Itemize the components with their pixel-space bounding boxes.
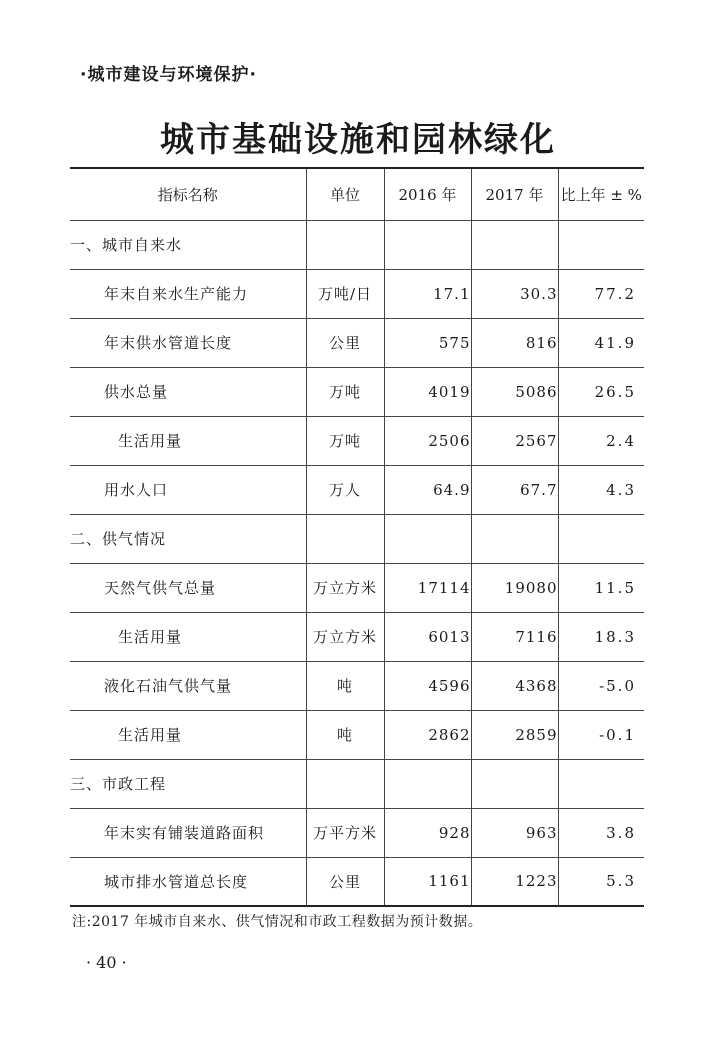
cell-value-2016: 6013 <box>384 612 471 661</box>
header-year-2017: 2017 年 <box>471 168 558 220</box>
header-unit: 单位 <box>306 168 384 220</box>
cell-unit: 公里 <box>306 857 384 906</box>
cell-change-percent: 3.8 <box>558 808 644 857</box>
cell-change-percent: -0.1 <box>558 710 644 759</box>
footnote: 注:2017 年城市自来水、供气情况和市政工程数据为预计数据。 <box>72 914 483 930</box>
cell-change-percent <box>558 220 644 269</box>
cell-value-2017: 5086 <box>471 367 558 416</box>
cell-indicator-name: 天然气供气总量 <box>70 563 306 612</box>
cell-unit: 吨 <box>306 661 384 710</box>
table-row <box>70 220 644 269</box>
page-title: 城市基础设施和园林绿化 <box>160 120 556 160</box>
cell-unit <box>306 759 384 808</box>
cell-change-percent <box>558 759 644 808</box>
cell-unit: 万立方米 <box>306 563 384 612</box>
table-row <box>70 416 644 465</box>
cell-value-2017: 2859 <box>471 710 558 759</box>
cell-value-2016: 2506 <box>384 416 471 465</box>
cell-indicator-name: 三、市政工程 <box>70 759 306 808</box>
cell-value-2017: 30.3 <box>471 269 558 318</box>
cell-value-2016: 64.9 <box>384 465 471 514</box>
cell-value-2016: 1161 <box>384 857 471 906</box>
cell-value-2016: 575 <box>384 318 471 367</box>
table-row <box>70 710 644 759</box>
cell-change-percent: 4.3 <box>558 465 644 514</box>
cell-unit: 吨 <box>306 710 384 759</box>
section-header: ·城市建设与环境保护· <box>80 65 257 85</box>
table-row <box>70 465 644 514</box>
table-header-row <box>70 168 644 220</box>
cell-value-2017: 19080 <box>471 563 558 612</box>
page-number: · 40 · <box>86 953 127 972</box>
header-change-percent: 比上年 ± % <box>558 168 644 220</box>
cell-change-percent: 77.2 <box>558 269 644 318</box>
cell-unit <box>306 514 384 563</box>
cell-indicator-name: 用水人口 <box>70 465 306 514</box>
cell-unit <box>306 220 384 269</box>
cell-unit: 万吨/日 <box>306 269 384 318</box>
cell-value-2017: 4368 <box>471 661 558 710</box>
cell-unit: 万吨 <box>306 367 384 416</box>
cell-value-2016: 4596 <box>384 661 471 710</box>
cell-value-2016: 2862 <box>384 710 471 759</box>
table-row <box>70 759 644 808</box>
cell-value-2017 <box>471 759 558 808</box>
cell-value-2017: 1223 <box>471 857 558 906</box>
cell-value-2017: 7116 <box>471 612 558 661</box>
cell-change-percent: -5.0 <box>558 661 644 710</box>
cell-value-2017: 963 <box>471 808 558 857</box>
cell-unit: 万吨 <box>306 416 384 465</box>
header-year-2016: 2016 年 <box>384 168 471 220</box>
cell-indicator-name: 年末供水管道长度 <box>70 318 306 367</box>
cell-value-2017 <box>471 220 558 269</box>
cell-unit: 公里 <box>306 318 384 367</box>
table-row <box>70 563 644 612</box>
table-row <box>70 514 644 563</box>
cell-change-percent: 26.5 <box>558 367 644 416</box>
cell-unit: 万人 <box>306 465 384 514</box>
cell-unit: 万平方米 <box>306 808 384 857</box>
cell-value-2016 <box>384 220 471 269</box>
cell-unit: 万立方米 <box>306 612 384 661</box>
cell-indicator-name: 生活用量 <box>70 416 306 465</box>
cell-value-2016: 17.1 <box>384 269 471 318</box>
table-row <box>70 857 644 906</box>
table-row <box>70 808 644 857</box>
cell-indicator-name: 年末实有铺装道路面积 <box>70 808 306 857</box>
cell-change-percent: 5.3 <box>558 857 644 906</box>
cell-indicator-name: 供水总量 <box>70 367 306 416</box>
cell-value-2017: 67.7 <box>471 465 558 514</box>
cell-value-2016 <box>384 514 471 563</box>
cell-indicator-name: 一、城市自来水 <box>70 220 306 269</box>
cell-value-2017 <box>471 514 558 563</box>
table-row <box>70 612 644 661</box>
cell-change-percent: 11.5 <box>558 563 644 612</box>
cell-indicator-name: 生活用量 <box>70 710 306 759</box>
cell-indicator-name: 二、供气情况 <box>70 514 306 563</box>
cell-indicator-name: 城市排水管道总长度 <box>70 857 306 906</box>
cell-value-2016 <box>384 759 471 808</box>
cell-value-2017: 2567 <box>471 416 558 465</box>
header-indicator-name: 指标名称 <box>70 168 306 220</box>
table-row <box>70 269 644 318</box>
cell-indicator-name: 年末自来水生产能力 <box>70 269 306 318</box>
cell-indicator-name: 液化石油气供气量 <box>70 661 306 710</box>
cell-value-2016: 928 <box>384 808 471 857</box>
cell-value-2016: 17114 <box>384 563 471 612</box>
cell-indicator-name: 生活用量 <box>70 612 306 661</box>
table-body <box>70 220 644 906</box>
cell-value-2016: 4019 <box>384 367 471 416</box>
table-row <box>70 318 644 367</box>
table-row <box>70 661 644 710</box>
cell-change-percent: 41.9 <box>558 318 644 367</box>
cell-change-percent: 18.3 <box>558 612 644 661</box>
cell-value-2017: 816 <box>471 318 558 367</box>
cell-change-percent: 2.4 <box>558 416 644 465</box>
infrastructure-table <box>70 167 644 907</box>
table-row <box>70 367 644 416</box>
cell-change-percent <box>558 514 644 563</box>
